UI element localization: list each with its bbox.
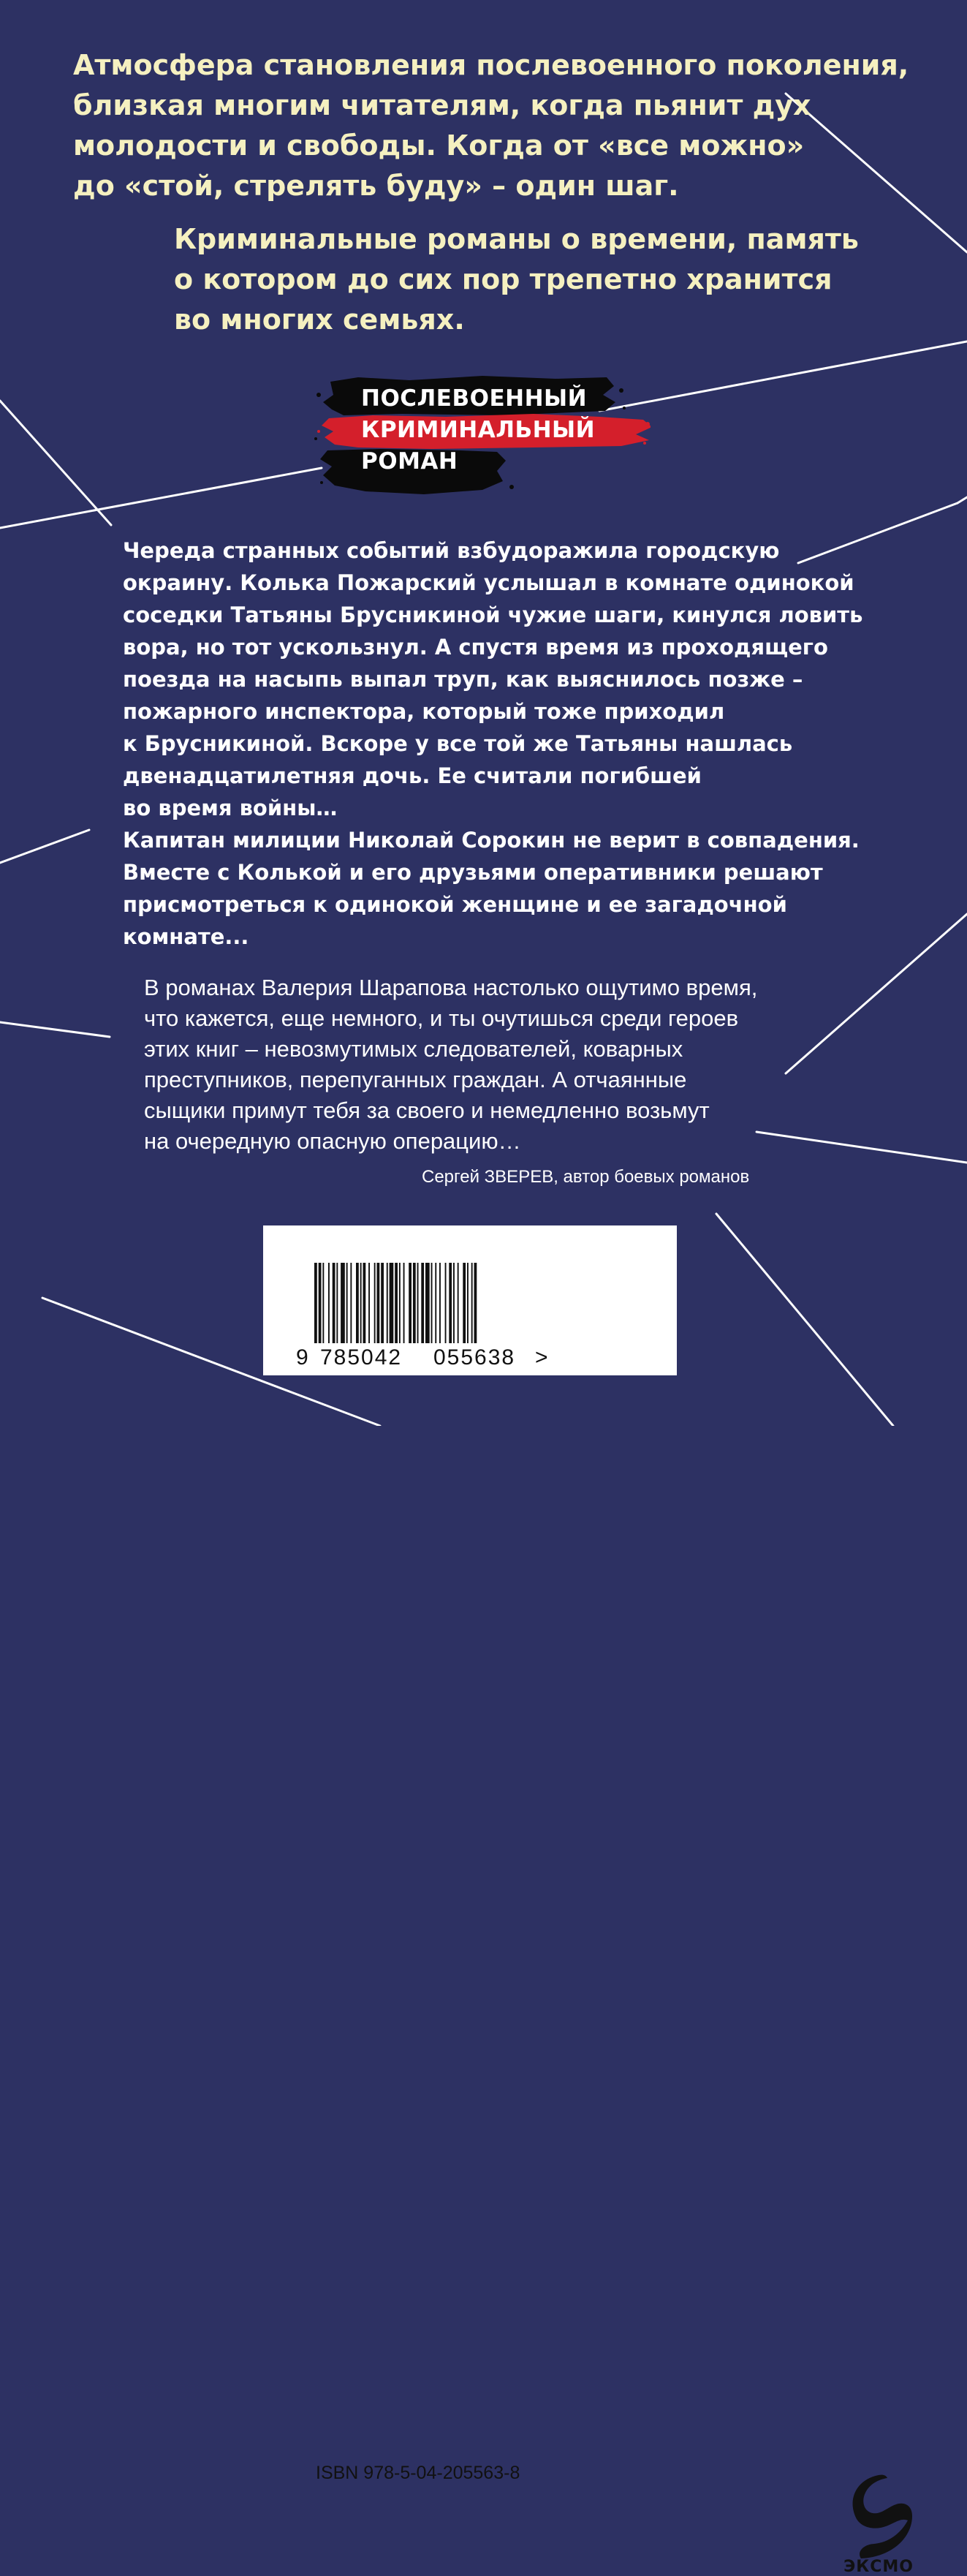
review-author: Сергей ЗВЕРЕВ, автор боевых романов (422, 1167, 750, 1187)
intro2-line: о котором до сих пор трепетно хранится (174, 263, 833, 295)
intro-subheadline (174, 219, 859, 340)
badge-line: ПОСЛЕВОЕННЫЙ (361, 385, 588, 412)
review-line: преступников, перепуганных граждан. А отчаянные (144, 1067, 687, 1092)
barcode-bar (453, 1263, 455, 1343)
synopsis-line: к Брусникиной. Вскоре у все той же Татьяны нашлась (123, 731, 793, 756)
barcode-bar (399, 1263, 401, 1343)
isbn-digit-group2: 055638 (433, 1345, 516, 1370)
barcode-bar (449, 1263, 452, 1343)
isbn-arrow: > (535, 1345, 548, 1370)
barcode-bar (341, 1263, 345, 1343)
barcode-bar (409, 1263, 412, 1343)
barcode-bar (328, 1263, 330, 1343)
barcode-bar (336, 1263, 338, 1343)
barcode-bar (421, 1263, 424, 1343)
intro-line: Атмосфера становления послевоенного поколения, (73, 49, 909, 81)
synopsis (123, 535, 862, 953)
synopsis-line: присмотреться к одинокой женщине и ее загадочной (123, 892, 787, 917)
barcode-bar (458, 1263, 459, 1343)
barcode-bar (445, 1263, 447, 1343)
barcode-bar (435, 1263, 436, 1343)
synopsis-line: пожарного инспектора, который тоже приходил (123, 699, 725, 724)
barcode-bar (381, 1263, 384, 1343)
synopsis-line: Капитан милиции Николай Сорокин не верит в совпадения. (123, 828, 860, 853)
barcode-bar (368, 1263, 370, 1343)
review-line: сыщики примут тебя за своего и немедленно возьмут (144, 1098, 710, 1123)
eksmo-logo-icon (842, 2472, 915, 2560)
barcode-bar (319, 1263, 322, 1343)
barcode-bar (314, 1263, 317, 1343)
synopsis-line: поезда на насыпь выпал труп, как выяснилось позже – (123, 667, 803, 692)
review-line: этих книг – невозмутимых следователей, коварных (144, 1036, 683, 1062)
isbn-label: ISBN 978-5-04-205563-8 (316, 2463, 520, 2483)
barcode-bar (356, 1263, 359, 1343)
review-line: В романах Валерия Шарапова настолько ощутимо время, (144, 975, 758, 1000)
synopsis-line: соседки Татьяны Брусникиной чужие шаги, кинулся ловить (123, 603, 863, 627)
review-line: что кажется, еще немного, и ты очутишься среди героев (144, 1005, 739, 1031)
barcode-bar (471, 1263, 473, 1343)
intro-line: близкая многим читателям, когда пьянит дух (73, 89, 811, 121)
isbn-digit-group1: 785042 (320, 1345, 403, 1370)
barcode-bar (463, 1263, 466, 1343)
barcode-bar (333, 1263, 335, 1343)
publisher-name: ЭКСМО (843, 2558, 914, 2576)
barcode-bar (413, 1263, 416, 1343)
intro2-line: во многих семьях. (174, 303, 465, 336)
synopsis-line: Череда странных событий взбудоражила городскую (123, 538, 780, 563)
badge-line: КРИМИНАЛЬНЫЙ (361, 417, 596, 443)
synopsis-line: окраину. Колька Пожарский услышал в комнате одинокой (123, 570, 854, 595)
intro-line: до «стой, стрелять буду» – один шаг. (73, 170, 679, 202)
barcode-bar (390, 1263, 394, 1343)
barcode-bar (374, 1263, 376, 1343)
barcode-bar (431, 1263, 433, 1343)
barcode-bar (395, 1263, 398, 1343)
intro2-line: Криминальные романы о времени, память (174, 223, 859, 255)
intro-line: молодости и свободы. Когда от «все можно» (73, 129, 805, 162)
badge-line: РОМАН (361, 448, 458, 475)
synopsis-line: во время войны… (123, 796, 338, 820)
review-line: на очередную опасную операцию… (144, 1128, 521, 1154)
barcode-bar (350, 1263, 352, 1343)
barcode-bar (346, 1263, 348, 1343)
isbn-digit-first: 9 (296, 1345, 308, 1370)
synopsis-line: комнате... (123, 924, 249, 949)
barcode-bar (425, 1263, 430, 1343)
barcode-bar (417, 1263, 419, 1343)
intro-headline (73, 45, 909, 206)
barcode-bar (360, 1263, 362, 1343)
barcode-bar (387, 1263, 388, 1343)
barcode-bar (474, 1263, 477, 1343)
barcode-bar (377, 1263, 380, 1343)
barcode-bar (363, 1263, 366, 1343)
barcode-bar (322, 1263, 324, 1343)
barcode-bar (403, 1263, 405, 1343)
synopsis-line: двенадцатилетняя дочь. Ее считали погибшей (123, 763, 702, 788)
synopsis-line: вора, но тот ускользнул. А спустя время из проходящего (123, 635, 828, 660)
barcode-bar (467, 1263, 469, 1343)
isbn-barcode (314, 1263, 534, 1343)
barcode-bar (439, 1263, 441, 1343)
synopsis-line: Вместе с Колькой и его друзьями оперативники решают (123, 860, 823, 885)
series-badge (361, 383, 595, 477)
review-quote (144, 972, 757, 1157)
